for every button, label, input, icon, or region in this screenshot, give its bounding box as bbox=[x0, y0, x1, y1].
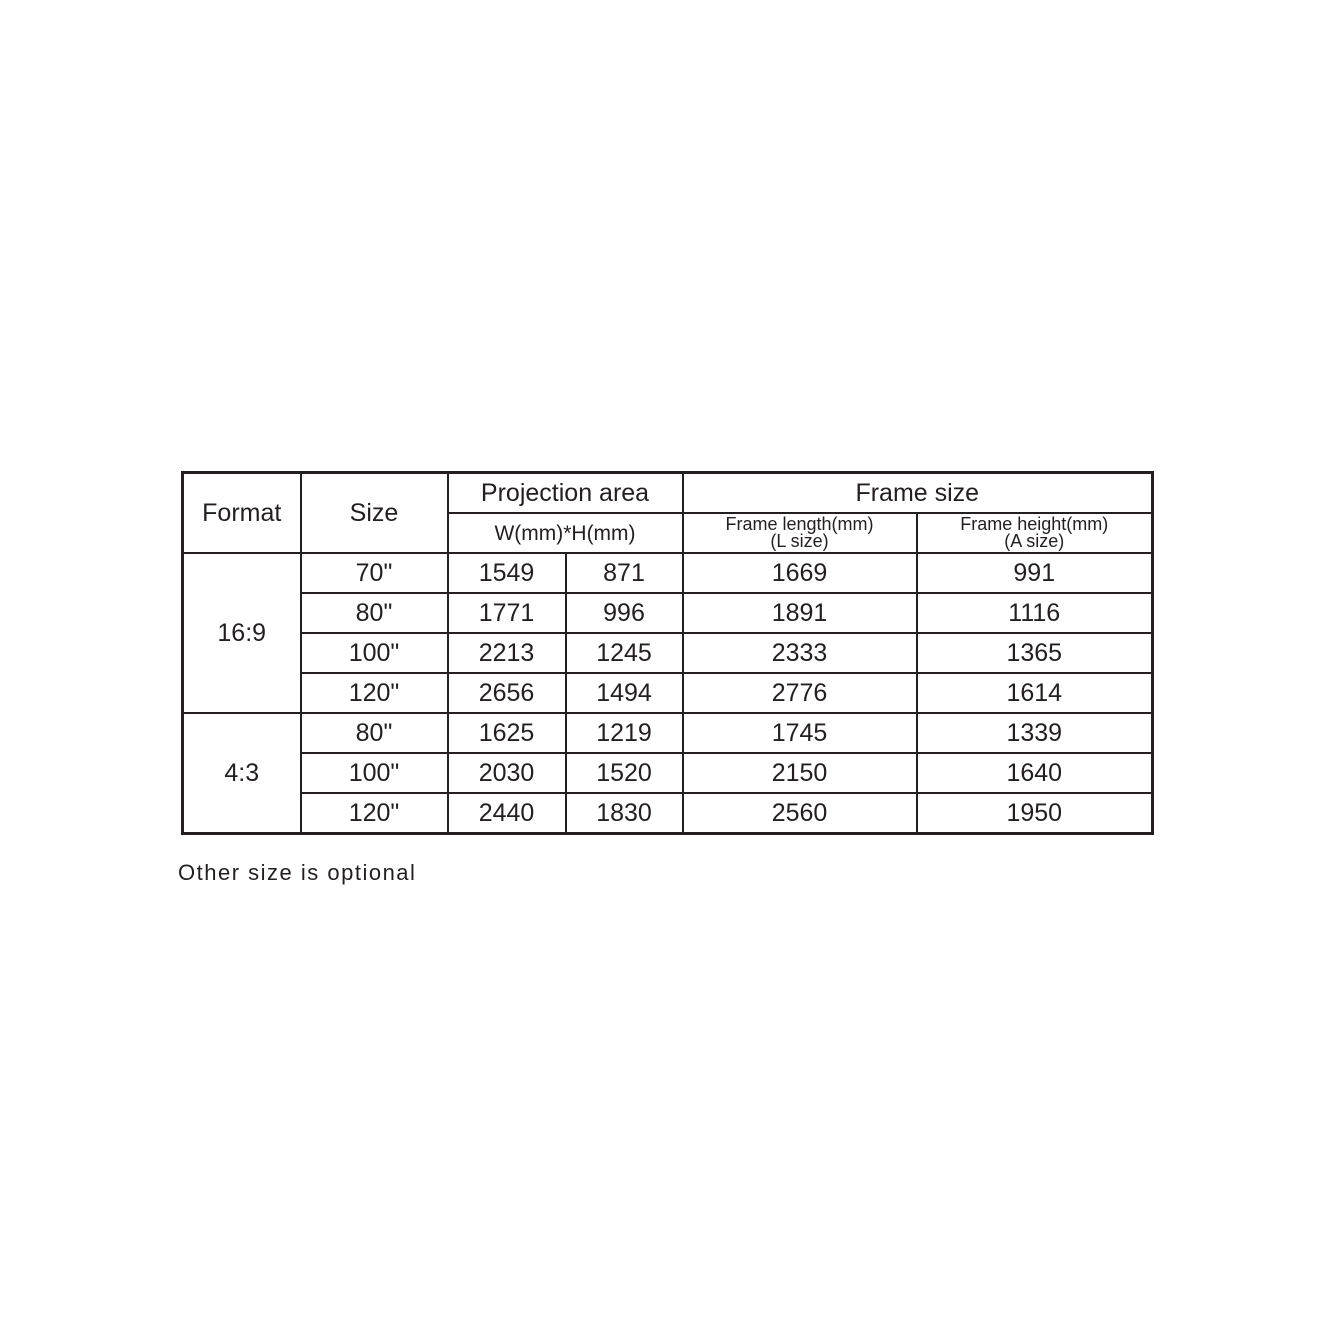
table-row bbox=[183, 553, 1153, 593]
size-cell: 80" bbox=[301, 593, 448, 633]
height-cell: 1494 bbox=[566, 673, 683, 713]
frame-length-sublabel: (L size) bbox=[770, 531, 829, 551]
frame-height-sublabel: (A size) bbox=[1004, 531, 1065, 551]
width-cell: 1771 bbox=[448, 593, 566, 633]
frame-height-cell: 1640 bbox=[917, 753, 1153, 793]
frame-height-cell: 1614 bbox=[917, 673, 1153, 713]
footnote: Other size is optional bbox=[178, 860, 417, 885]
width-cell: 2030 bbox=[448, 753, 566, 793]
format-cell: 16:9 bbox=[183, 553, 301, 713]
frame-height-cell: 1116 bbox=[917, 593, 1153, 633]
frame-height-cell: 991 bbox=[917, 553, 1153, 593]
height-cell: 1219 bbox=[566, 713, 683, 753]
frame-height-cell: 1365 bbox=[917, 633, 1153, 673]
frame-length-cell: 2776 bbox=[683, 673, 917, 713]
frame-height-label: Frame height(mm) bbox=[960, 513, 1109, 534]
height-cell: 996 bbox=[566, 593, 683, 633]
wh-unit-header: W(mm)*H(mm) bbox=[448, 513, 683, 553]
frame-length-cell: 2150 bbox=[683, 753, 917, 793]
width-cell: 1549 bbox=[448, 553, 566, 593]
frame-height-cell: 1950 bbox=[917, 793, 1153, 834]
frame-length-label: Frame length(mm) bbox=[725, 513, 874, 534]
size-header: Size bbox=[301, 473, 448, 554]
width-cell: 2213 bbox=[448, 633, 566, 673]
projection-area-header: Projection area bbox=[448, 473, 683, 514]
size-cell: 120" bbox=[301, 793, 448, 834]
size-cell: 100" bbox=[301, 753, 448, 793]
frame-size-header: Frame size bbox=[683, 473, 1153, 514]
table-row bbox=[183, 593, 1153, 633]
height-cell: 871 bbox=[566, 553, 683, 593]
table-row bbox=[183, 793, 1153, 834]
frame-height-header bbox=[917, 513, 1153, 553]
format-header: Format bbox=[183, 473, 301, 554]
size-cell: 80" bbox=[301, 713, 448, 753]
table-row bbox=[183, 673, 1153, 713]
frame-length-cell: 1745 bbox=[683, 713, 917, 753]
frame-length-cell: 1891 bbox=[683, 593, 917, 633]
frame-length-cell: 2333 bbox=[683, 633, 917, 673]
width-cell: 2656 bbox=[448, 673, 566, 713]
frame-height-cell: 1339 bbox=[917, 713, 1153, 753]
table-row bbox=[183, 633, 1153, 673]
frame-length-cell: 1669 bbox=[683, 553, 917, 593]
width-cell: 1625 bbox=[448, 713, 566, 753]
table-row bbox=[183, 713, 1153, 753]
size-spec-table bbox=[181, 471, 1154, 835]
height-cell: 1520 bbox=[566, 753, 683, 793]
header-row-top bbox=[183, 473, 1153, 514]
size-cell: 120" bbox=[301, 673, 448, 713]
size-cell: 100" bbox=[301, 633, 448, 673]
size-cell: 70" bbox=[301, 553, 448, 593]
frame-length-header bbox=[683, 513, 917, 553]
height-cell: 1830 bbox=[566, 793, 683, 834]
frame-length-cell: 2560 bbox=[683, 793, 917, 834]
height-cell: 1245 bbox=[566, 633, 683, 673]
width-cell: 2440 bbox=[448, 793, 566, 834]
format-cell: 4:3 bbox=[183, 713, 301, 834]
table-row bbox=[183, 753, 1153, 793]
